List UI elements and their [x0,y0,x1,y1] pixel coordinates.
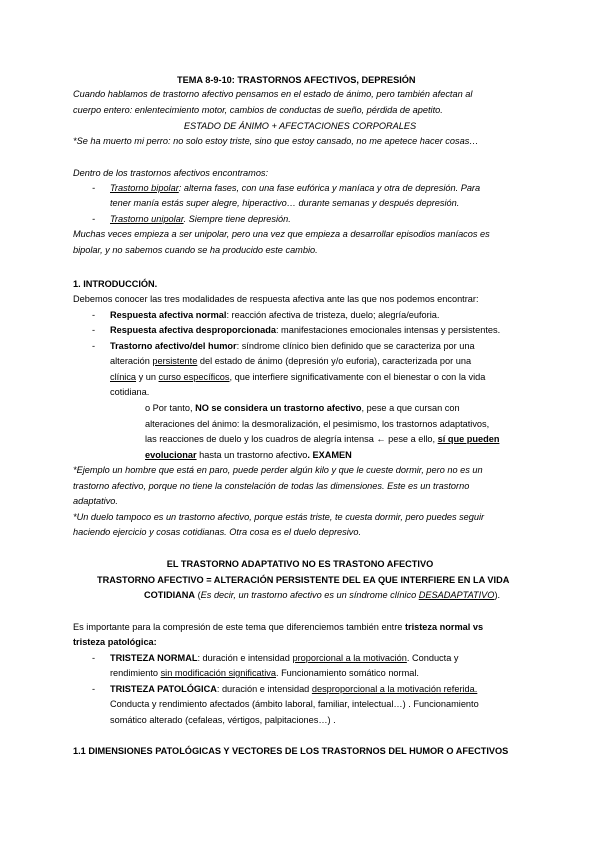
normal-sadness-item [110,652,458,665]
text-run: . Conducta y [406,653,459,663]
key-statement-3 [144,589,500,602]
example-1-line-2: trastorno afectivo, porque no tiene la constelación de todas las dimensiones. Este es un trastorno [73,481,470,491]
text-run: : duración e intensidad [197,653,293,663]
intro-line-2: cuerpo entero: enlentecimiento motor, cambios de conductas de sueño, pérdida de apetito. [73,105,443,115]
section-1-lead: Debemos conocer las tres modalidades de respuesta afectiva ante las que nos podemos encontrar: [73,294,479,304]
normal-sadness-line-2 [110,667,419,680]
page-title: TEMA 8-9-10: TRASTORNOS AFECTIVOS, DEPRESIÓN [177,75,416,85]
affective-disorder-line-3 [110,371,485,384]
unipolar-term: Trastorno unipolar [110,214,184,224]
sub-point-line-4 [145,449,352,462]
bullet-dash: - [92,214,96,224]
text-run: hasta un trastorno afectivo [196,450,308,460]
response-normal-term: Respuesta afectiva normal [110,310,227,320]
bipolar-text: : alterna fases, con una fase eufórica y maníaca y otra de depresión. Para [178,183,481,193]
response-disproportionate-item [110,324,500,337]
section-1-1-heading: 1.1 DIMENSIONES PATOLÓGICAS Y VECTORES DE LOS TRASTORNOS DEL HUMOR O AFECTIVOS [73,746,509,756]
bullet-dash: - [92,325,96,335]
text-run: rendimiento [110,668,161,678]
pathological-sadness-item [110,683,477,696]
text-run: Es importante para la compresión de este tema que diferenciemos también entre [73,622,405,632]
sub-point-line-1 [145,402,460,415]
underlined-run: proporcional a la motivación [292,653,407,663]
response-disproportionate-term: Respuesta afectiva desproporcionada [110,325,276,335]
bipolar-text-2: tener manía estás super alegre, hiperactivo… durante semanas y después depresión. [110,198,460,208]
underlined-run: evolucionar [145,450,197,460]
underlined-run: DESADAPTATIVO [418,590,495,600]
bipolar-term: Trastorno bipolar [110,183,179,193]
underlined-run: sí que pueden [437,434,500,444]
text-run: y un [136,372,159,382]
text-run: ( [195,590,201,600]
affective-disorder-text: : síndrome clínico bien definido que se caracteriza por una [236,341,475,351]
example-1-line-1: *Ejemplo un hombre que está en paro, puede perder algún kilo y que le cueste dormir, pero no es un [73,465,483,475]
bold-run: tristeza normal vs [404,622,484,632]
example-2-line-2: haciendo ejercicio y cosas cotidianas. Otra cosa es el duelo depresivo. [73,527,362,537]
text-run: alteración [110,356,153,366]
sadness-lead [73,621,483,634]
example-2-line-1: *Un duelo tampoco es un trastorno afectivo, porque estás triste, te cuesta dormir, pero puedes seguir [73,512,485,522]
pathological-sadness-line-2: Conducta y rendimiento afectados (ámbito laboral, familiar, intelectual…) . Funcionamiento [110,699,479,709]
sub-point-line-2: alteraciones del ánimo: la desmoralización, el pesimismo, los trastornos adaptativos, [145,419,490,429]
affective-disorder-term: Trastorno afectivo/del humor [110,341,237,351]
intro-line-1: Cuando hablamos de trastorno afectivo pensamos en el estado de ánimo, pero también afectan al [73,89,473,99]
bullet-dash: - [92,653,96,663]
key-statement-1: EL TRASTORNO ADAPTATIVO NO ES TRASTONO AFECTIVO [166,559,434,569]
response-disproportionate-text: : manifestaciones emocionales intensas y persistentes. [275,325,501,335]
intro-example: *Se ha muerto mi perro: no solo estoy triste, sino que estoy cansado, no me apetece hacer cosas… [73,136,479,146]
underlined-run: persistente [152,356,198,366]
types-note-1: Muchas veces empieza a ser unipolar, pero una vez que empieza a desarrollar episodios maníacos es [73,229,490,239]
bold-run: NO se considera un trastorno afectivo [195,403,362,413]
italic-run: Es decir, un trastorno afectivo es un síndrome clínico [200,590,419,600]
sadness-lead-2: tristeza patológica: [73,637,157,647]
affective-disorder-line-2 [110,355,471,368]
normal-sadness-term: TRISTEZA NORMAL [110,653,198,663]
types-note-2: bipolar, y no sabemos cuando se ha producido este cambio. [73,245,318,255]
text-run: , que interfiere significativamente con el bienestar o con la vida [229,372,486,382]
text-run: las reacciones de duelo y los cuadros de alegría intensa ← pese a ello, [145,434,438,444]
pathological-sadness-term: TRISTEZA PATOLÓGICA [110,684,217,694]
affective-disorder-line-4: cotidiana. [110,387,150,397]
pathological-sadness-line-3: somático alterado (cefaleas, vértigos, palpitaciones…) . [110,715,336,725]
response-normal-item [110,309,439,322]
key-statement-2: TRASTORNO AFECTIVO = ALTERACIÓN PERSISTENTE DEL EA QUE INTERFIERE EN LA VIDA [97,575,510,585]
text-run: o Por tanto, [145,403,196,413]
section-1-heading: 1. INTRODUCCIÓN. [73,279,158,289]
bullet-dash: - [92,183,96,193]
example-1-line-3: adaptativo. [73,496,118,506]
bold-run: COTIDIANA [144,590,196,600]
underlined-run: clínica [110,372,137,382]
bipolar-item [110,182,480,195]
types-lead: Dentro de los trastornos afectivos encontramos: [73,168,269,178]
unipolar-text: . Siempre tiene depresión. [183,214,291,224]
unipolar-item [110,213,291,226]
text-run: , pese a que cursan con [361,403,460,413]
underlined-run: desproporcional a la motivación referida. [311,684,478,694]
text-run: . Funcionamiento somático normal. [275,668,419,678]
response-normal-text: : reacción afectiva de tristeza, duelo; alegría/euforia. [226,310,440,320]
bullet-dash: - [92,341,96,351]
bullet-dash: - [92,310,96,320]
text-run: : duración e intensidad [216,684,312,694]
intro-summary: ESTADO DE ÁNIMO + AFECTACIONES CORPORALES [183,121,417,131]
text-run: ). [494,590,501,600]
underlined-run: sin modificación significativa [160,668,276,678]
sub-point-line-3 [145,433,499,446]
text-run: del estado de ánimo (depresión y/o euforia), caracterizada por una [197,356,472,366]
underlined-run: curso específicos [158,372,230,382]
bullet-dash: - [92,684,96,694]
affective-disorder-item [110,340,475,353]
exam-marker: . EXAMEN [307,450,352,460]
